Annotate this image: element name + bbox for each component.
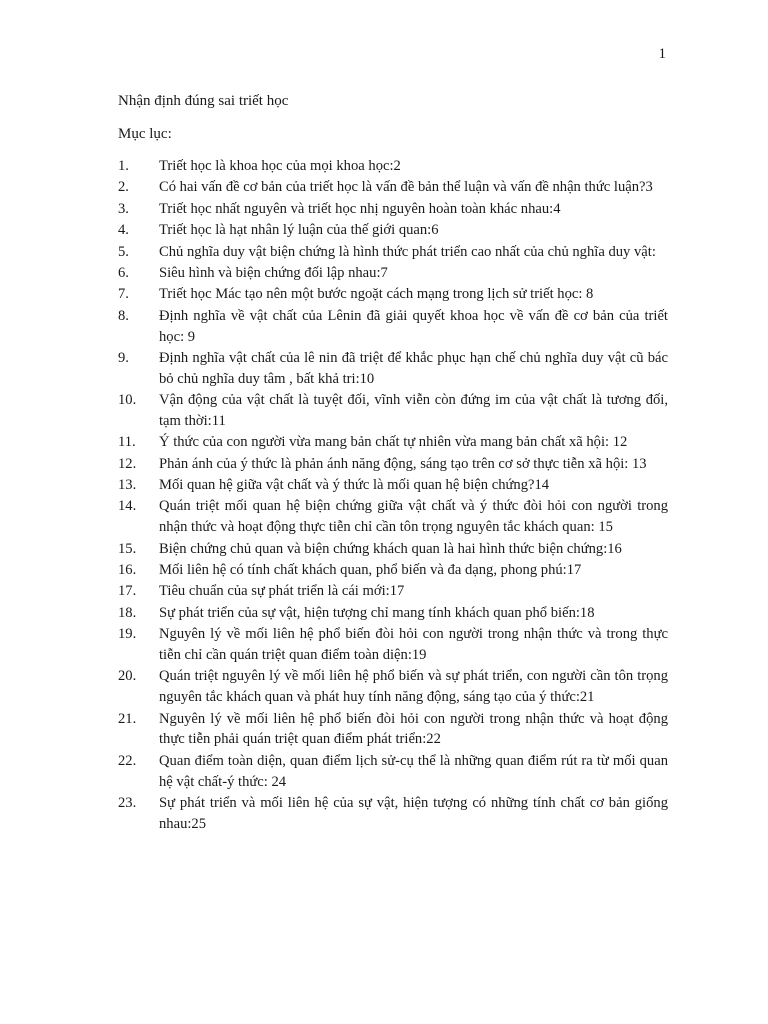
- toc-item[interactable]: [118, 793, 668, 835]
- toc-item-text: Quán triệt mối quan hệ biện chứng giữa vật chất và ý thức đòi hỏi con người trong nhận thức và hoạt động thực tiễn chỉ cần tôn trọng nguyên tắc khách quan: 15: [159, 498, 668, 536]
- toc-item[interactable]: [118, 348, 668, 390]
- toc-item-text: Siêu hình và biện chứng đối lập nhau:7: [159, 264, 388, 281]
- toc-item[interactable]: [118, 709, 668, 751]
- toc-item-text: Mối quan hệ giữa vật chất và ý thức là mối quan hệ biện chứng?14: [159, 477, 550, 494]
- toc-item-text: Sự phát triển của sự vật, hiện tượng chỉ mang tính khách quan phổ biến:18: [159, 604, 595, 621]
- toc-item-number: 21.: [118, 710, 137, 727]
- toc-item[interactable]: [118, 242, 668, 263]
- toc-item-text: Vận động của vật chất là tuyệt đối, vĩnh viễn còn đứng im của vật chất là tương đối, tạm thời:11: [159, 392, 668, 429]
- toc-item[interactable]: [118, 751, 668, 793]
- toc-item-text: Biện chứng chủ quan và biện chứng khách quan là hai hình thức biện chứng:16: [159, 540, 622, 557]
- toc-item-number: 6.: [118, 264, 129, 281]
- toc-item[interactable]: [118, 390, 668, 432]
- toc-item-number: 1.: [118, 158, 129, 174]
- toc-item[interactable]: [118, 539, 668, 560]
- toc-item-text: Định nghĩa về vật chất của Lênin đã giải quyết khoa học về vấn đề cơ bản của triết học: 9: [159, 307, 668, 345]
- toc-item-number: 2.: [118, 179, 129, 196]
- toc-item-text: Quán triệt nguyên lý về mối liên hệ phổ biến và sự phát triển, con người cần tôn trọng nguyên tắc khách quan và phát huy tính năng động, sáng tạo của ý thức:21: [159, 668, 668, 706]
- toc-item-number: 11.: [118, 434, 136, 451]
- toc-item[interactable]: [118, 666, 668, 708]
- toc-item-text: Sự phát triển và mối liên hệ của sự vật, hiện tượng có những tính chất cơ bản giống nhau:25: [159, 794, 668, 832]
- toc-item-number: 19.: [118, 626, 137, 643]
- toc-heading: Mục lục:: [118, 126, 172, 142]
- toc-item-text: Tiêu chuẩn của sự phát triển là cái mới:17: [159, 583, 405, 600]
- toc-item[interactable]: [118, 156, 668, 177]
- toc-item-number: 5.: [118, 243, 129, 260]
- toc-item-text: Triết học là khoa học của mọi khoa học:2: [159, 158, 401, 174]
- toc-item-number: 15.: [118, 540, 137, 557]
- page-number: 1: [658, 46, 666, 62]
- toc-item-number: 3.: [118, 200, 129, 217]
- toc-item-text: Triết học Mác tạo nên một bước ngoặt cách mạng trong lịch sử triết học: 8: [159, 286, 594, 303]
- toc-item-number: 16.: [118, 562, 137, 579]
- toc-item-text: Phản ánh của ý thức là phản ánh năng động, sáng tạo trên cơ sở thực tiễn xã hội: 13: [159, 455, 647, 472]
- table-of-contents: [118, 156, 668, 835]
- toc-item[interactable]: [118, 220, 668, 241]
- toc-item-text: Mối liên hệ có tính chất khách quan, phổ biến và đa dạng, phong phú:17: [159, 562, 582, 579]
- toc-item[interactable]: [118, 624, 668, 666]
- toc-item-text: Nguyên lý về mối liên hệ phổ biến đòi hỏi con người trong nhận thức và trong thực tiễn chỉ cần quán triệt quan điểm toàn diện:19: [159, 626, 668, 664]
- toc-item[interactable]: [118, 306, 668, 348]
- toc-item-number: 13.: [118, 477, 137, 494]
- toc-item[interactable]: [118, 496, 668, 538]
- toc-item-number: 10.: [118, 392, 137, 409]
- toc-item-number: 17.: [118, 583, 137, 600]
- toc-item[interactable]: [118, 263, 668, 284]
- toc-item-number: 23.: [118, 794, 137, 811]
- toc-item-number: 22.: [118, 752, 137, 769]
- toc-item-number: 12.: [118, 455, 137, 472]
- document-title: Nhận định đúng sai triết học: [118, 93, 289, 109]
- toc-item-number: 14.: [118, 498, 137, 515]
- toc-item-number: 8.: [118, 307, 129, 324]
- toc-item-text: Quan điểm toàn diện, quan điểm lịch sử-cụ thể là những quan điểm rút ra từ mối quan hệ vật chất-ý thức: 24: [159, 752, 668, 790]
- toc-item[interactable]: [118, 581, 668, 602]
- toc-item-text: Có hai vấn đề cơ bản của triết học là vấn đề bản thể luận và vấn đề nhận thức luận?3: [159, 179, 653, 196]
- toc-item-number: 20.: [118, 668, 137, 685]
- toc-item[interactable]: [118, 560, 668, 581]
- toc-item-text: Chủ nghĩa duy vật biện chứng là hình thức phát triển cao nhất của chủ nghĩa duy vật:: [159, 243, 656, 260]
- toc-item[interactable]: [118, 432, 668, 453]
- toc-item[interactable]: [118, 177, 668, 198]
- toc-item[interactable]: [118, 475, 668, 496]
- toc-item[interactable]: [118, 603, 668, 624]
- toc-item[interactable]: [118, 199, 668, 220]
- toc-item-number: 18.: [118, 604, 137, 621]
- toc-item[interactable]: [118, 454, 668, 475]
- toc-item-text: Nguyên lý về mối liên hệ phổ biến đòi hỏi con người trong nhận thức và hoạt động thực tiễn phải quán triệt quan điểm phát triển:22: [159, 710, 668, 748]
- toc-item-text: Triết học là hạt nhân lý luận của thế giới quan:6: [159, 222, 439, 239]
- toc-item-number: 9.: [118, 349, 129, 366]
- toc-item-number: 4.: [118, 222, 129, 239]
- toc-item-text: Triết học nhất nguyên và triết học nhị nguyên hoàn toàn khác nhau:4: [159, 200, 561, 217]
- toc-item-text: Định nghĩa vật chất của lê nin đã triệt để khắc phục hạn chế chủ nghĩa duy vật cũ bác bỏ chủ nghĩa duy tâm , bất khả tri:10: [159, 349, 668, 387]
- toc-item-number: 7.: [118, 286, 129, 303]
- toc-item[interactable]: [118, 284, 668, 305]
- toc-item-text: Ý thức của con người vừa mang bản chất tự nhiên vừa mang bản chất xã hội: 12: [159, 434, 628, 451]
